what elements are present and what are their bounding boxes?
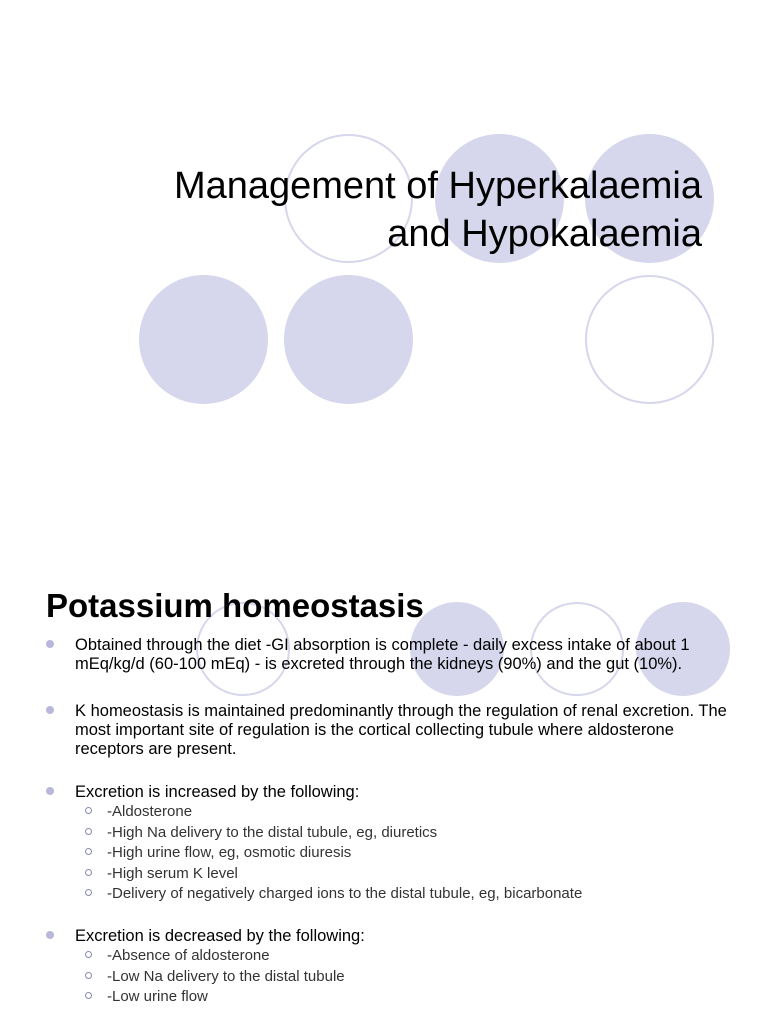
bullet-ring-icon [85, 992, 92, 999]
sub-list [46, 946, 736, 1008]
bullet-text: Obtained through the diet -GI absorption is complete - daily excess intake of about 1 mEq/kg/d (60-100 mEq) - is excreted through the kidneys (90%) and the gut (10%). [75, 636, 690, 673]
bullet-ring-icon [85, 869, 92, 876]
bullet-item [46, 702, 736, 759]
sub-item-text: -Absence of aldosterone [107, 946, 270, 964]
bullet-ring-icon [85, 807, 92, 814]
sub-item-text: -Low Na delivery to the distal tubule [107, 967, 345, 985]
bullet-dot-icon [46, 931, 54, 939]
bullet-text: Excretion is decreased by the following: [75, 926, 365, 945]
sub-item-text: -High serum K level [107, 864, 238, 882]
bullet-ring-icon [85, 972, 92, 979]
decorative-circle-outline-2 [585, 275, 714, 404]
bullet-text: K homeostasis is maintained predominantly through the regulation of renal excretion. The most important site of regulation is the cortical collecting tubule where aldosterone receptors are present. [75, 702, 727, 758]
sub-item-text: -High urine flow, eg, osmotic diuresis [107, 844, 352, 862]
sub-list-item [46, 843, 736, 864]
section-title: Potassium homeostasis [46, 587, 424, 624]
bullet-dot-icon [46, 640, 54, 648]
decorative-circle-filled-4 [284, 275, 413, 404]
bullet-text: Excretion is increased by the following: [75, 783, 360, 801]
slide-title-line-2: and Hypokalaemia [387, 213, 702, 255]
bullet-ring-icon [85, 889, 92, 896]
sub-list-item [46, 946, 736, 967]
sub-list-item [46, 987, 736, 1008]
bullet-dot-icon [46, 706, 54, 714]
bullet-ring-icon [85, 848, 92, 855]
bullet-item [46, 783, 736, 802]
sub-item-text: -Aldosterone [107, 803, 193, 820]
sub-list-item [46, 823, 736, 844]
sub-item-text: -High Na delivery to the distal tubule, eg, diuretics [107, 823, 438, 841]
sub-list-item [46, 802, 736, 823]
decorative-circle-filled-3 [139, 275, 268, 404]
sub-list-item [46, 884, 736, 905]
bullet-item [46, 636, 736, 674]
slide-content [46, 636, 736, 1008]
sub-list [46, 802, 736, 905]
sub-list-item [46, 864, 736, 885]
sub-list-item [46, 967, 736, 988]
sub-item-text: -Delivery of negatively charged ions to the distal tubule, eg, bicarbonate [107, 885, 583, 903]
bullet-ring-icon [85, 828, 92, 835]
slide-title [62, 162, 702, 258]
sub-item-text: -Low urine flow [107, 988, 208, 1006]
bullet-ring-icon [85, 951, 92, 958]
bullet-item [46, 927, 736, 946]
bullet-dot-icon [46, 787, 54, 795]
slide-title-line-1: Management of Hyperkalaemia [173, 165, 702, 207]
